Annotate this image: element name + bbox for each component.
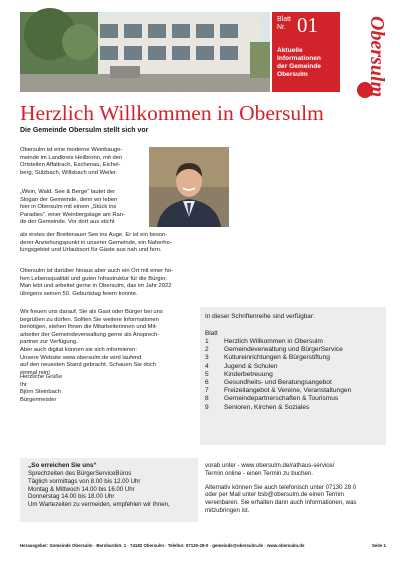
contents-blatt-heading: Blatt [205,330,218,337]
contents-list [205,338,381,412]
contact-line: Montag & Mittwoch 14.00 bis 16.00 Uhr [28,485,135,493]
contact-hours-box [20,458,198,522]
contents-heading: In dieser Schriftenreihe sind verfügbar: [205,313,315,320]
contents-item [205,363,381,371]
lake-paragraph: als erstes der Breitenauer See ins Auge. Er ist ein beson- derer Anziehungspunkt in unserer Gemeinde, ein Naherho- lungsgebiet und Urlaubsort für Gäste aus nah und fern. [20,232,172,254]
contact-booking-info [200,458,386,522]
contents-item-number: 1 [205,338,209,345]
slogan-paragraph: „Wein, Wald, See & Berge“ lautet der Slogan der Gemeinde, denn wir leben hier in Obersulm mit einem „Stück ins Paradies“, einer Weinbergslage am Ran- de der Gemeinde. Vor dort aus sticht [20,189,125,226]
contents-item-number: 9 [205,403,209,411]
series-contents-box [200,307,386,445]
contents-item [205,404,381,412]
online-booking-text: vorab unter - www.obersulm.de/rathaus-service/ Termin online - einen Termin zu buchen. [205,462,335,477]
closing-signature: Herzliche Grüße Ihr Björn Steinbach Bürgermeister [20,374,63,403]
contents-item [205,379,381,387]
contents-item [205,354,381,362]
contact-line: Um Wartezeiten zu vermeiden, empfehlen wir Ihnen, [28,501,170,509]
contents-item-number: 2 [205,346,209,354]
contents-item-number: 6 [205,379,209,387]
contents-item-label: Gesundheits- und Beratungsangebot [224,379,332,387]
blatt-label: Blatt Nr. [277,16,292,31]
obersulm-logo [344,12,388,100]
contents-item-label: Kultureinrichtungen & Bürgerstiftung [224,354,330,362]
contents-item-label: Kinderbetreuung [224,370,273,378]
contact-line: Donnerstag 14.00 bis 18.00 Uhr [28,493,115,501]
contact-line: Täglich vormittags von 8.00 bis 12.00 Uhr [28,477,141,485]
contents-item-number: 4 [205,362,209,370]
mayor-portrait [149,147,229,227]
contents-item [205,346,381,354]
footer [20,543,386,548]
contents-item-label: Freizeitangebot & Vereine, Veranstaltungen [224,387,352,395]
contents-item-number: 3 [205,354,209,362]
contents-item-label: Senioren, Kirchen & Soziales [224,403,310,411]
page-title: Herzlich Willkommen in Obersulm [20,101,324,125]
page-subtitle: Die Gemeinde Obersulm stellt sich vor [20,127,149,134]
issue-info-box [272,12,340,92]
phone-booking-text: Alternativ können Sie auch telefonisch unter 07130 28 0 oder per Mail unter bsb@obersulm.de einen Termin vereinbaren. Sie erhalten dann auch Informationen, was mitzubringen ist. [205,483,357,514]
contact-title: „So erreichen Sie uns“ [28,462,97,469]
footer-page-number: Seite 1 [371,543,386,548]
contents-item-label: Gemeindeverwaltung und BürgerService [224,346,343,354]
contents-item-number: 5 [205,370,209,378]
blatt-number: 01 [297,13,319,37]
quality-of-life-paragraph: Obersulm ist darüber hinaus aber auch ein Ort mit einer ho- hen Lebensqualität und guten Infrastruktur für die Bürger. Man lebt und arbeitet gerne in Obersulm, das im Jahr 2022 übrigens seinen 50. Geburtstag feiern konnte. [20,268,174,297]
contents-item [205,371,381,379]
contact-line: Sprechzeiten des BürgerServiceBüros [28,470,132,477]
header-photo-townhall [20,12,270,92]
footer-imprint: Herausgeber: Gemeinde Obersulm · Bernhardstr. 1 · 74182 Obersulm · Telefon: 07130-28-0 · gemeinde@obersulm.de · www.obersulm.de [20,543,305,548]
contents-item-label: Jugend & Schulen [224,362,278,370]
contents-item-label: Herzlich Willkommen in Obersulm [224,338,323,345]
intro-paragraph: Obersulm ist eine moderne Weinbauge- meinde im Landkreis Heilbronn, mit den Ortsteilen Affaltrach, Eschenau, Eichel- berg, Sülzbach, Willsbach und Weiler. [20,147,123,176]
contents-item-number: 8 [205,395,209,403]
contents-item [205,395,381,403]
contents-item [205,338,381,346]
svg-text:Obersulm: Obersulm [366,16,388,98]
issue-box-title: Aktuelle Informationen der Gemeinde Obersulm [277,47,321,78]
invitation-paragraph: Wir freuen uns darauf, Sie als Gast oder Bürger bei uns begrüßen zu dürfen. Sollten Sie weitere Informationen benötigen, stehen Ihnen die Mitarbeiterinnen und Mit- arbeiter der Gemeindeverwaltung gerne als Ansprech- partner zur Verfügung. Aber auch digital können sie sich informieren: Unsere Website www.obersulm.de wird laufend auf den neuesten Stand gebracht. Schauen Sie doch einmal rein! [20,309,163,376]
contents-item-label: Gemeindepartnerschaften & Tourismus [224,395,339,403]
contents-item-number: 7 [205,387,209,395]
contents-item [205,387,381,395]
